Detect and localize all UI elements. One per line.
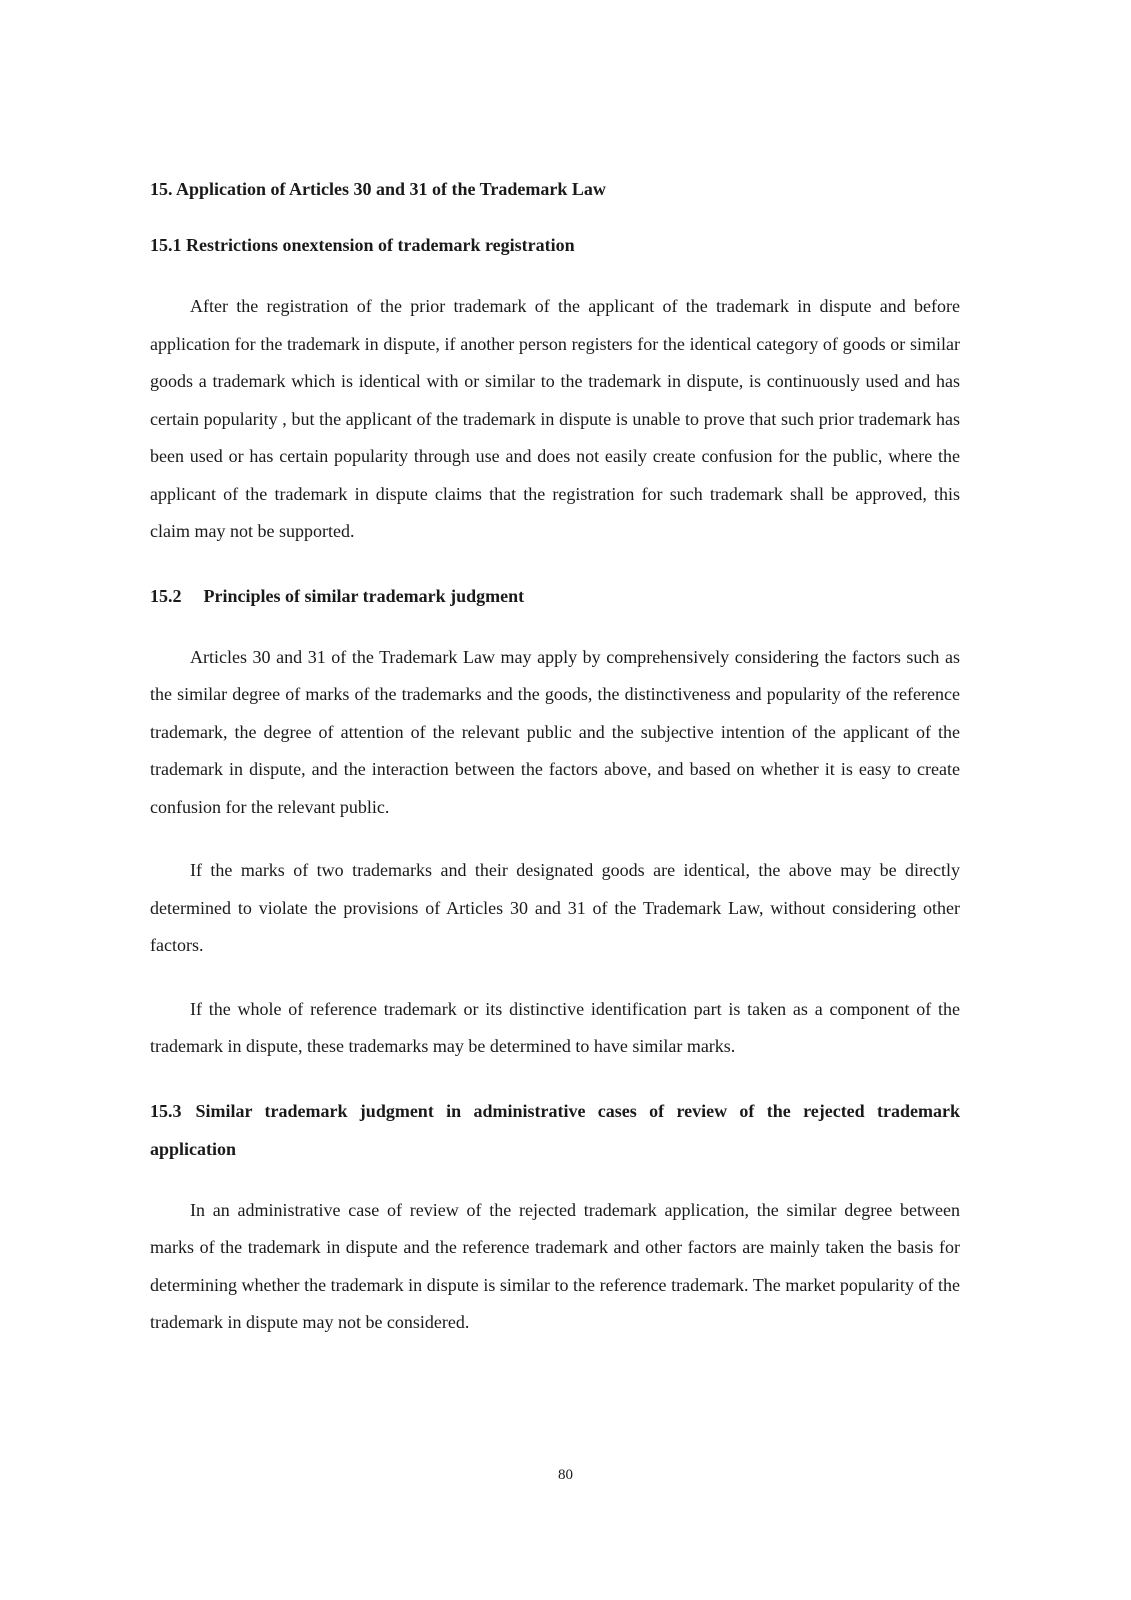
- section-15-2-paragraph-2: If the marks of two trademarks and their designated goods are identical, the above may be directly determined to violate the provisions of Articles 30 and 31 of the Trademark Law, without considering other factors.: [150, 860, 960, 955]
- section-15-2-paragraph-1: Articles 30 and 31 of the Trademark Law may apply by comprehensively considering the factors such as the similar degree of marks of the trademarks and the goods, the distinctiveness and popularity of the reference trademark, the degree of attention of the relevant public and the subjective intention of the applicant of the trademark in dispute, and the interaction between the factors above, and based on whether it is easy to create confusion for the relevant public.: [150, 646, 960, 817]
- section-15-3-title: [150, 1092, 960, 1168]
- section-15-3-number: 15.3: [150, 1100, 182, 1121]
- section-15-3-title-text: Similar trademark judgment in administrative cases of review of the rejected trademark application: [150, 1100, 960, 1159]
- section-15-1-paragraph: After the registration of the prior trademark of the applicant of the trademark in dispute and before application for the trademark in dispute, if another person registers for the identical category of goods or similar goods a trademark which is identical with or similar to the trademark in dispute, is continuously used and has certain popularity , but the applicant of the trademark in dispute is unable to prove that such prior trademark has been used or has certain popularity through use and does not easily create confusion for the public, where the applicant of the trademark in dispute claims that the registration for such trademark shall be approved, this claim may not be supported.: [150, 296, 960, 541]
- section-15-2-title: [150, 577, 960, 615]
- page-number: 80: [558, 1467, 573, 1483]
- section-15-2-title-text: Principles of similar trademark judgment: [203, 585, 525, 606]
- section-15-2-paragraph-3: If the whole of reference trademark or its distinctive identification part is taken as a component of the trademark in dispute, these trademarks may be determined to have similar marks.: [150, 998, 960, 1056]
- section-15-1-title: 15.1 Restrictions onextension of trademark registration: [150, 235, 575, 255]
- page-content: [150, 170, 960, 1368]
- chapter-heading: 15. Application of Articles 30 and 31 of the Trademark Law: [150, 179, 606, 199]
- section-15-2-number: 15.2: [150, 585, 182, 606]
- section-15-3-paragraph: In an administrative case of review of the rejected trademark application, the similar degree between marks of the trademark in dispute and the reference trademark and other factors are mainly taken the basis for determining whether the trademark in dispute is similar to the reference trademark. The market popularity of the trademark in dispute may not be considered.: [150, 1199, 960, 1332]
